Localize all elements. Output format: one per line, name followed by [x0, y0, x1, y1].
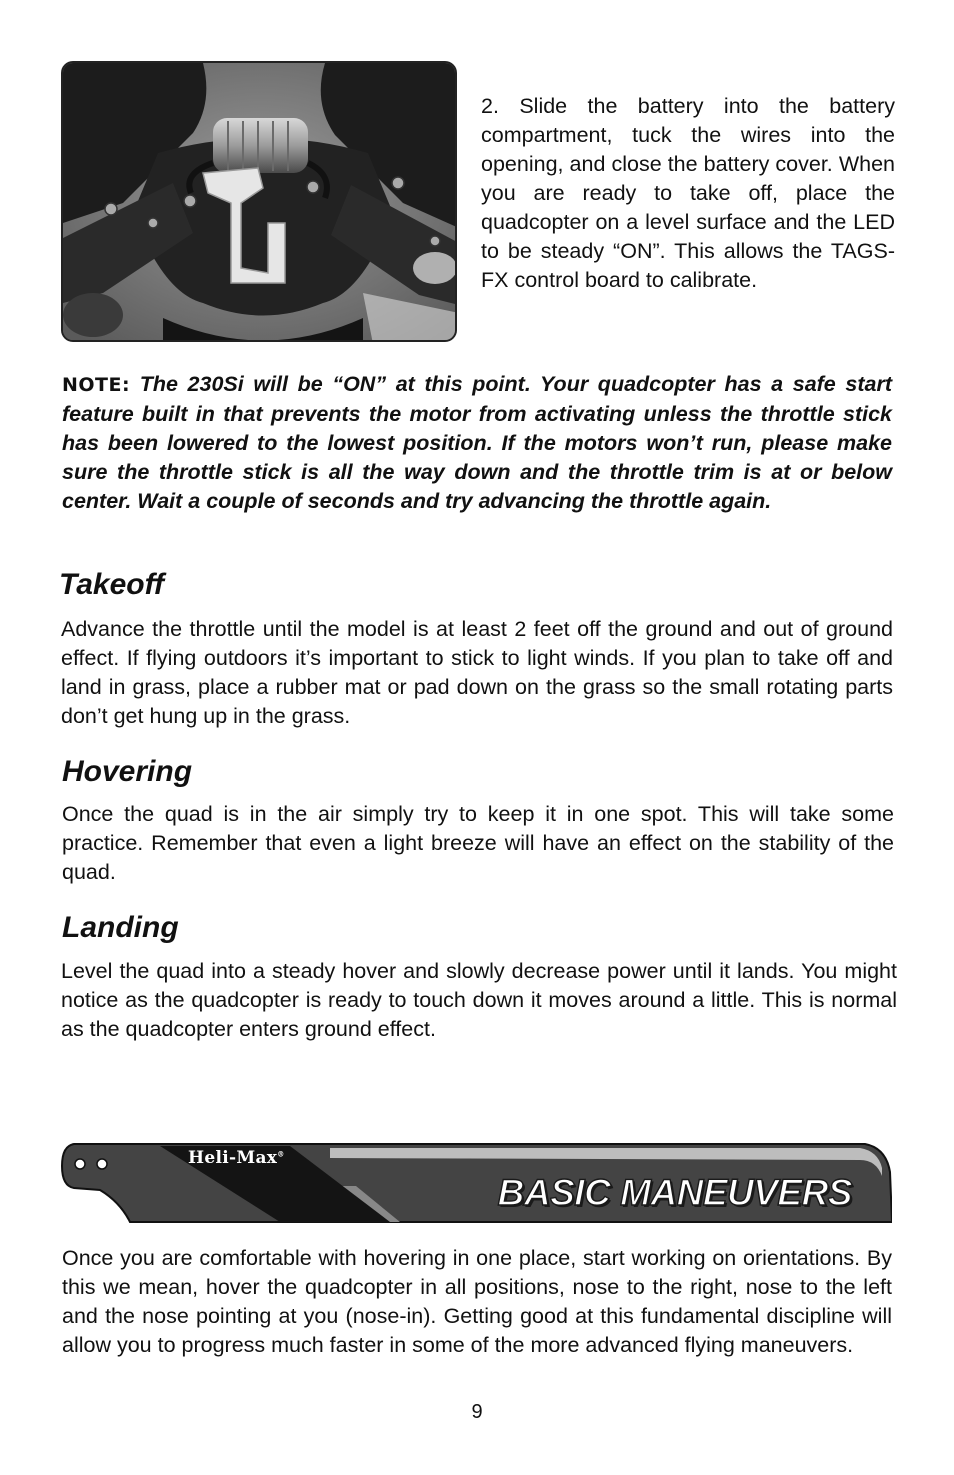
hovering-body: Once the quad is in the air simply try to keep it in one spot. This will take some practice. Remember that even a light breeze will have an effect on the stability of the quad.: [62, 802, 894, 884]
safety-note: [62, 370, 892, 516]
blade-hole-icon: [97, 1159, 107, 1169]
takeoff-body: Advance the throttle until the model is at least 2 feet off the ground and out of ground effect. If flying outdoors it’s important to stick to light winds. If you plan to take off and land in grass, place a rubber mat or pad down on the grass so the small rotating parts don’t get hung up in the grass.: [61, 617, 893, 728]
landing-heading: Landing: [62, 911, 179, 944]
basic-maneuvers-banner: [60, 1142, 892, 1224]
step-2-instructions: 2. Slide the battery into the battery compartment, tuck the wires into the opening, and close the battery cover. When you are ready to take off, place the quadcopter on a level surface and the LED to be steady “ON”. This allows the TAGS-FX control board to calibrate.: [481, 94, 895, 292]
note-label: NOTE:: [62, 374, 131, 396]
maneuvers-body: Once you are comfortable with hovering in one place, start working on orientations. By this we mean, hover the quadcopter in all positions, nose to the right, nose to the left and the nose pointing at you (nose-in). Getting good at this fundamental discipline will allow you to progress much faster in some of the more advanced flying maneuvers.: [62, 1246, 892, 1357]
takeoff-heading: Takeoff: [59, 568, 165, 601]
battery-compartment-photo: [61, 61, 457, 342]
page-number: 9: [471, 1401, 483, 1423]
note-text: The 230Si will be “ON” at this point. Your quadcopter has a safe start feature built in that prevents the motor from activating unless the throttle stick has been lowered to the lowest position. If the motors won’t run, please make sure the throttle stick is all the way down and the throttle trim is at or below center. Wait a couple of seconds and try advancing the throttle again.: [62, 372, 892, 513]
banner-title: BASIC MANEUVERS: [497, 1172, 852, 1213]
blade-hole-icon: [75, 1159, 85, 1169]
heli-max-logo: Heli-Max®: [188, 1148, 285, 1168]
hovering-heading: Hovering: [62, 755, 193, 788]
landing-body: Level the quad into a steady hover and slowly decrease power until it lands. You might notice as the quadcopter is ready to touch down it moves around a little. This is normal as the quadcopter enters ground effect.: [61, 959, 897, 1041]
